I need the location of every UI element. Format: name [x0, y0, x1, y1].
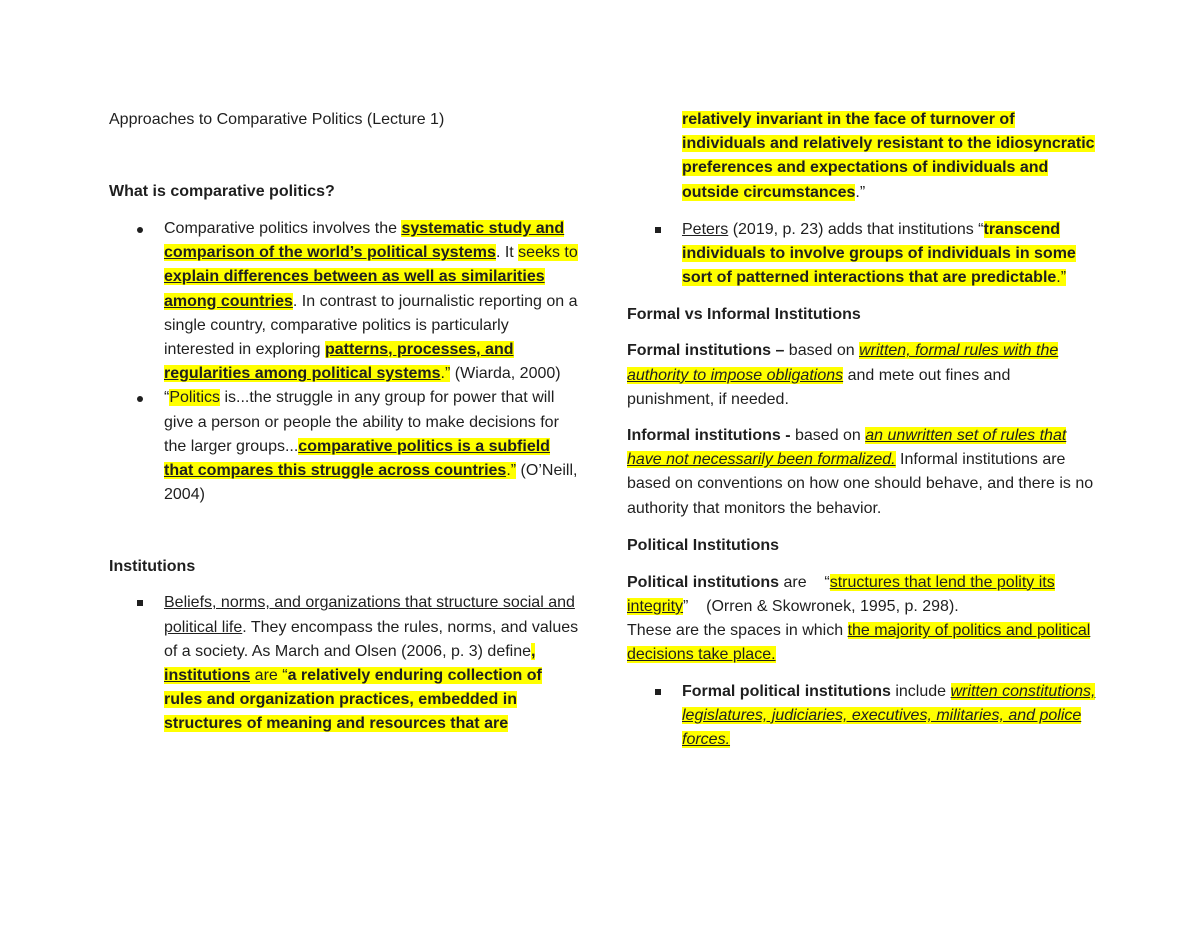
text-run: These are the spaces in which	[627, 622, 848, 640]
institutions-list	[109, 591, 579, 736]
highlight-run: the majority of politics and political decisions take place.	[627, 622, 1091, 664]
document-title: Approaches to Comparative Politics (Lecture 1)	[109, 111, 445, 128]
citation: (O’Neill, 2004)	[164, 462, 578, 504]
left-column	[109, 108, 579, 737]
informal-institutions-paragraph	[627, 424, 1097, 521]
highlight-run: systematic study and comparison of the world’s political systems	[164, 220, 565, 262]
term: Political institutions	[627, 573, 780, 591]
text-run: . It	[495, 244, 519, 262]
formal-political-list	[627, 680, 1097, 753]
definition-list	[109, 217, 579, 507]
list-item	[109, 386, 579, 507]
heading-institutions: Institutions	[109, 558, 196, 576]
text-run: ”	[683, 598, 689, 616]
highlight-run: Politics	[169, 389, 221, 407]
highlight-run: structures that lend the polity its integrity	[627, 573, 1055, 616]
highlight-run: .”	[506, 462, 517, 480]
highlight-run: written, formal rules with the authority to impose obligations	[627, 342, 1059, 384]
text-run: . They encompass the rules, norms, and values of a society. As March and Olsen (2006, p. 3) define	[164, 618, 579, 660]
heading-formal-vs-informal: Formal vs Informal Institutions	[627, 306, 861, 324]
text-run: “	[164, 389, 170, 407]
list-item	[109, 217, 579, 386]
text-run: Informal institutions are based on conventions on how one should behave, and there is no authority that monitors the behavior.	[627, 451, 1094, 517]
term: Formal political institutions	[682, 682, 891, 700]
text-run: . In contrast to journalistic reporting on a single country, comparative politics is particularly interested in exploring	[164, 292, 578, 359]
highlight-run: .”	[1056, 269, 1067, 287]
highlight-run: explain differences between as well as similarities among countries	[164, 268, 545, 310]
political-institutions-paragraph	[627, 571, 1097, 668]
highlight-run: seeks to	[518, 244, 578, 262]
text-run: and mete out fines and punishment, if needed.	[627, 366, 1011, 408]
list-item	[627, 218, 1097, 291]
continued-list	[627, 108, 1097, 205]
highlight-run: written constitutions, legislatures, judiciaries, executives, militaries, and police forces.	[682, 682, 1096, 749]
list-item	[109, 591, 579, 736]
highlight-run: , institutions	[164, 642, 536, 685]
term: Formal institutions –	[627, 342, 785, 360]
text-run: Beliefs, norms, and organizations that structure social and political life	[164, 594, 575, 636]
list-item	[627, 680, 1097, 753]
text-run: (2019, p. 23) adds that institutions “	[728, 220, 984, 238]
highlight-run: relatively invariant in the face of turnover of individuals and relatively resistant to the idiosyncratic preferences and expectations of individuals and outside circumstances	[682, 111, 1095, 201]
text-run: based on	[784, 342, 860, 360]
text-run: .”	[855, 183, 866, 201]
heading-political-institutions: Political Institutions	[627, 536, 780, 554]
formal-institutions-paragraph	[627, 339, 1097, 412]
highlight-run: are “	[250, 667, 288, 685]
heading-what-is-comparative-politics: What is comparative politics?	[109, 183, 335, 200]
text-run: are	[779, 573, 825, 591]
author-link: Peters	[682, 220, 729, 238]
highlight-run: an unwritten set of rules that have not necessarily been formalized.	[627, 427, 1067, 469]
text-run: Comparative politics involves the	[164, 220, 402, 237]
highlight-run: transcend individuals to involve groups of individuals in some sort of patterned interactions that are predictable	[682, 220, 1076, 287]
list-item-continuation	[627, 108, 1097, 205]
highlight-run: patterns, processes, and regularities among political systems	[164, 341, 514, 383]
highlight-run: comparative politics is a subfield that compares this struggle across countries	[164, 437, 550, 480]
term: Informal institutions -	[627, 427, 791, 445]
highlight-run: a relatively enduring collection of rules and organization practices, embedded in structures of meaning and resources that are	[164, 667, 542, 733]
citation: (Orren & Skowronek, 1995, p. 298).	[688, 598, 959, 616]
text-run: based on	[790, 427, 866, 445]
highlight-run: .”	[440, 365, 451, 383]
text-run: is...the struggle in any group for power that will give a person or people the ability to make decisions for the larger groups...	[164, 389, 559, 455]
citation: (Wiarda, 2000)	[450, 365, 561, 383]
peters-list	[627, 218, 1097, 291]
text-run: “	[824, 573, 830, 591]
text-run: include	[890, 682, 951, 700]
right-column	[627, 108, 1097, 752]
